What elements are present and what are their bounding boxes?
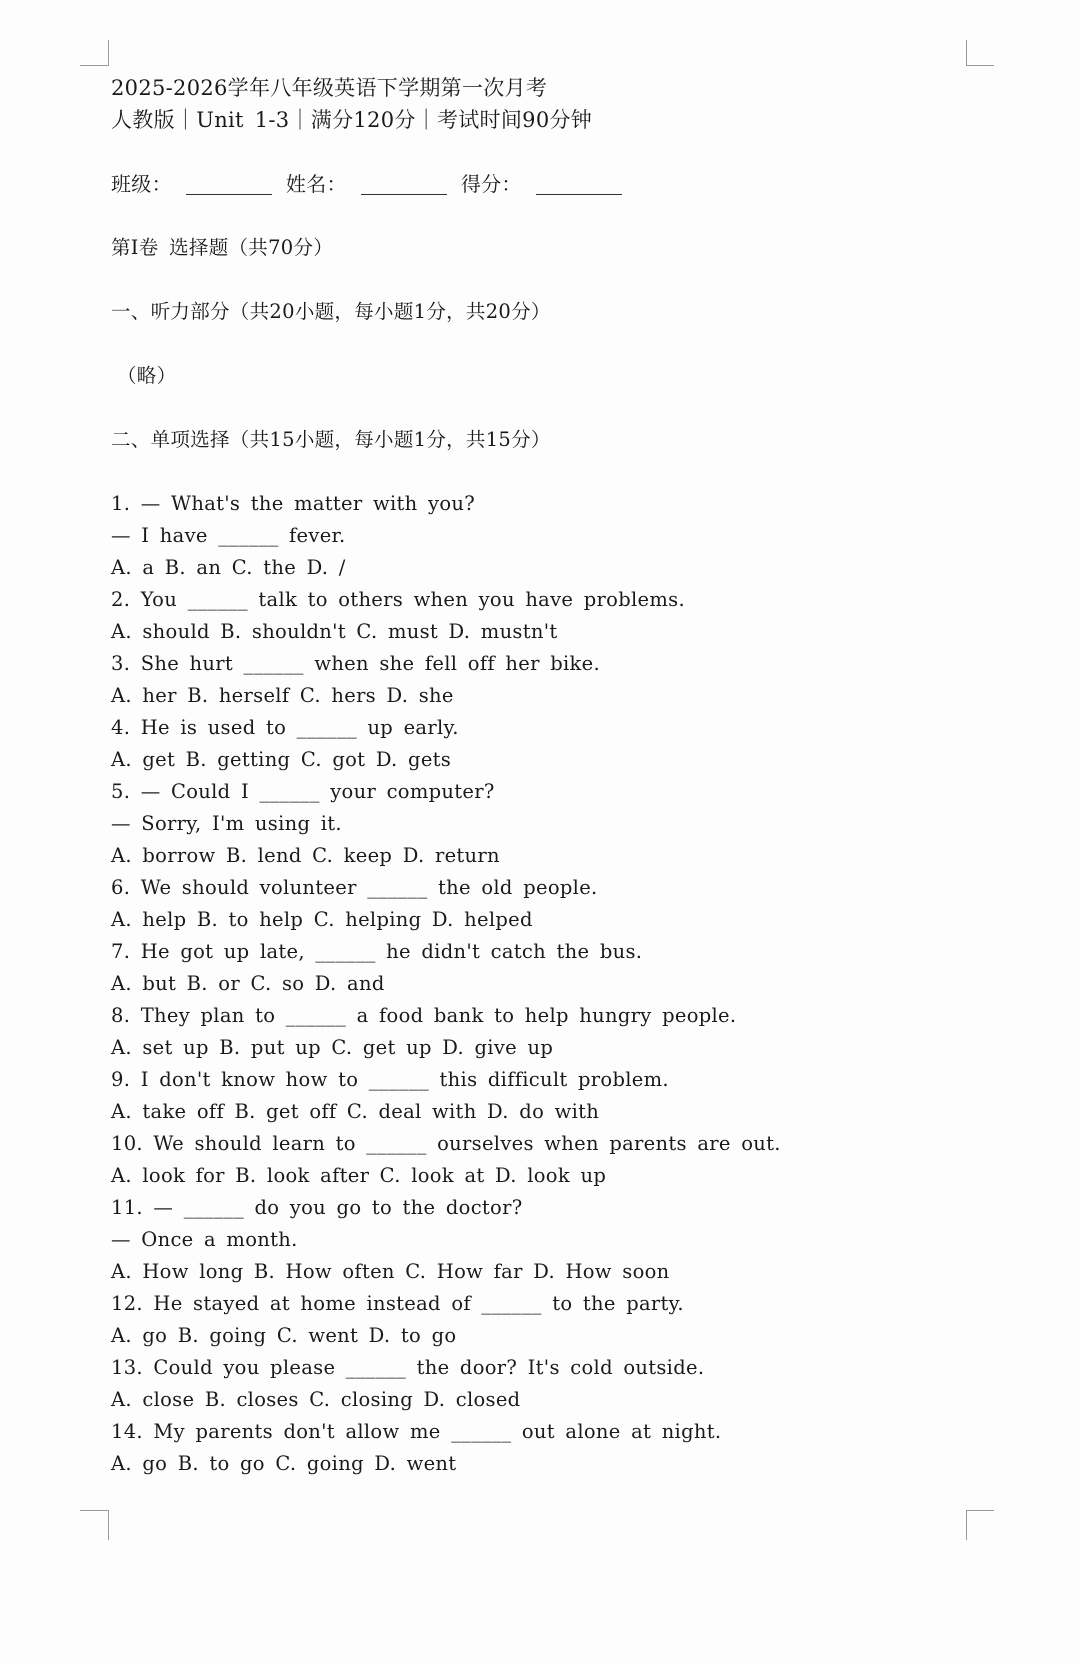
crop-mark-bottom-right: [966, 1510, 994, 1511]
score-label: 得分：: [460, 172, 522, 196]
question-line: — Sorry, I'm using it.: [111, 812, 342, 835]
exam-subtitle: 人教版｜Unit 1-3｜满分120分｜考试时间90分钟: [111, 108, 593, 132]
crop-mark-top-right-vertical: [966, 40, 967, 66]
question-list: [111, 488, 971, 1480]
class-label: 班级：: [111, 172, 172, 196]
part1-heading: 第Ⅰ卷 选择题（共70分）: [111, 236, 334, 259]
answer-options: A. go B. to go C. going D. went: [111, 1452, 457, 1475]
question-line: — Once a month.: [111, 1228, 298, 1251]
answer-options: A. look for B. look after C. look at D. look up: [111, 1164, 607, 1187]
question-line: — I have ______ fever.: [111, 524, 346, 547]
crop-mark-top-right: [966, 65, 994, 66]
question-line: 8. They plan to ______ a food bank to help hungry people.: [111, 1004, 737, 1027]
class-blank[interactable]: [186, 176, 272, 195]
exam-title: 2025-2026学年八年级英语下学期第一次月考: [111, 76, 548, 100]
crop-mark-bottom-right-vertical: [966, 1510, 967, 1540]
student-info-row: [111, 168, 971, 200]
exam-content: [111, 72, 971, 1480]
crop-mark-bottom-left-vertical: [108, 1510, 109, 1540]
question-line: 10. We should learn to ______ ourselves when parents are out.: [111, 1132, 781, 1155]
answer-options: A. take off B. get off C. deal with D. do with: [111, 1100, 600, 1123]
answer-options: A. get B. getting C. got D. gets: [111, 748, 452, 771]
answer-options: A. but B. or C. so D. and: [111, 972, 385, 995]
name-label: 姓名：: [285, 172, 347, 196]
answer-options: A. help B. to help C. helping D. helped: [111, 908, 533, 931]
question-line: 11. — ______ do you go to the doctor?: [111, 1196, 523, 1219]
name-blank[interactable]: [361, 176, 447, 195]
answer-options: A. borrow B. lend C. keep D. return: [111, 844, 500, 867]
question-line: 6. We should volunteer ______ the old people.: [111, 876, 598, 899]
crop-mark-top-left: [80, 65, 108, 66]
question-line: 3. She hurt ______ when she fell off her bike.: [111, 652, 600, 675]
answer-options: A. a B. an C. the D. /: [111, 556, 346, 579]
crop-mark-bottom-left: [80, 1510, 108, 1511]
answer-options: A. go B. going C. went D. to go: [111, 1324, 457, 1347]
question-line: 12. He stayed at home instead of ______ to the party.: [111, 1292, 684, 1315]
score-blank[interactable]: [536, 176, 622, 195]
question-line: 1. — What's the matter with you?: [111, 492, 476, 515]
answer-options: A. How long B. How often C. How far D. How soon: [111, 1260, 670, 1283]
answer-options: A. close B. closes C. closing D. closed: [111, 1388, 521, 1411]
question-line: 9. I don't know how to ______ this difficult problem.: [111, 1068, 669, 1091]
question-line: 4. He is used to ______ up early.: [111, 716, 459, 739]
crop-mark-top-left-vertical: [108, 40, 109, 66]
answer-options: A. her B. herself C. hers D. she: [111, 684, 454, 707]
question-line: 5. — Could I ______ your computer?: [111, 780, 495, 803]
listening-heading: 一、听力部分（共20小题，每小题1分，共20分）: [111, 300, 551, 323]
question-line: 13. Could you please ______ the door? It's cold outside.: [111, 1356, 705, 1379]
answer-options: A. should B. shouldn't C. must D. mustn't: [111, 620, 558, 643]
answer-options: A. set up B. put up C. get up D. give up: [111, 1036, 554, 1059]
question-line: 2. You ______ talk to others when you have problems.: [111, 588, 685, 611]
question-line: 14. My parents don't allow me ______ out alone at night.: [111, 1420, 722, 1443]
single-choice-heading: 二、单项选择（共15小题，每小题1分，共15分）: [111, 428, 551, 451]
listening-omitted-note: （略）: [117, 364, 177, 387]
question-line: 7. He got up late, ______ he didn't catch the bus.: [111, 940, 643, 963]
